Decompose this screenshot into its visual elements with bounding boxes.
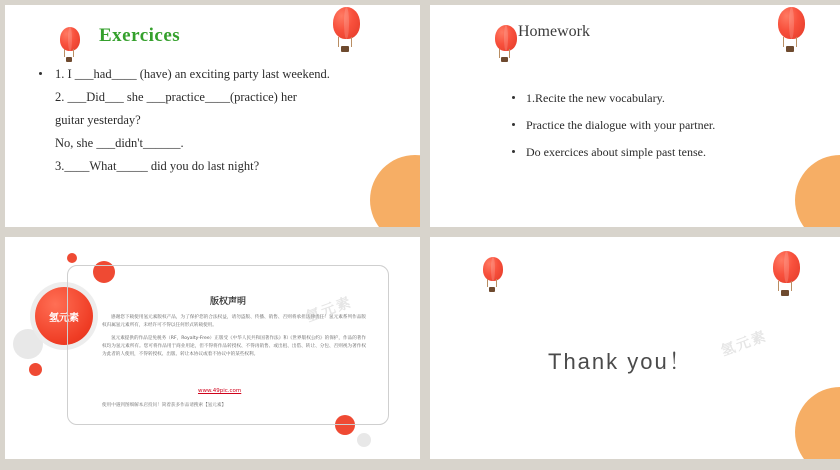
list-item <box>33 63 403 86</box>
watermark: 氢元素 <box>719 328 770 360</box>
slide-thank-you[interactable] <box>430 237 840 459</box>
slide-title: Exercices <box>99 25 181 46</box>
list-item-text: 2. ___Did___ she ___practice____(practice) her <box>55 90 297 104</box>
homework-list <box>512 85 822 166</box>
list-item-text: 1. I ___had____ (have) an exciting party last weekend. <box>55 67 330 81</box>
decorative-blob <box>795 387 840 459</box>
list-item <box>33 86 403 109</box>
panel-paragraph: 氢元素提供的作品是免税务（RF，Royalty-Free）正版受《中华人民共和国著作法》和《世界版权公约》的保护，作品的著作权均为氢元素所有。您可将作品用于商业用途，但不得将作品转授权、不得再销售、或出租、出借、转让、分包、否则视为著作权为此者的人使用，不得转授权、出版、转让本协议或着不协议中的某些权利。 <box>102 336 366 357</box>
panel-title: 版权声明 <box>209 297 246 307</box>
slide-copyright[interactable] <box>5 237 420 459</box>
bullet-dot <box>512 123 515 126</box>
decorative-dot <box>13 329 43 359</box>
thank-you-text: Thank you！ <box>548 349 693 374</box>
decorative-dot <box>67 253 77 263</box>
bullet-dot <box>512 150 515 153</box>
list-item-text: 3.____What_____ did you do last night? <box>55 159 260 173</box>
hot-air-balloon-icon <box>480 257 506 297</box>
slide-homework[interactable] <box>430 5 840 227</box>
hot-air-balloon-icon <box>330 7 364 59</box>
watermark: 氢元素 <box>304 294 355 326</box>
slide-title: Homework <box>518 23 590 40</box>
list-item <box>33 109 403 132</box>
list-item <box>512 112 822 139</box>
decorative-dot <box>29 363 42 376</box>
panel-footnote: 使用中遇到图细解本店投问！简着获多作品请搜索【氢元素】 <box>102 403 227 408</box>
bullet-dot <box>39 72 42 75</box>
website-link[interactable]: www.49pic.com <box>198 388 242 394</box>
hot-air-balloon-icon <box>770 251 804 303</box>
copyright-panel <box>67 265 389 425</box>
exercise-list <box>33 63 403 178</box>
slide-exercises[interactable] <box>5 5 420 227</box>
hot-air-balloon-icon <box>57 27 83 67</box>
list-item-text: Practice the dialogue with your partner. <box>526 118 716 132</box>
list-item <box>33 155 403 178</box>
brand-logo: 氢元素 <box>35 287 93 345</box>
list-item-text: Do exercices about simple past tense. <box>526 145 706 159</box>
list-item-text: guitar yesterday? <box>55 113 141 127</box>
hot-air-balloon-icon <box>492 25 520 67</box>
list-item <box>512 85 822 112</box>
panel-paragraph: 感谢您下载使用氢元素版权产品，为了保护您的合法权益，请勿盗版、传播、销售、否则将承担法律责任！氢元素系列作品版权归属氢元素所有，未经许可不得以任何形式转载使用。 <box>102 315 366 328</box>
list-item-text: No, she ___didn't______. <box>55 136 184 150</box>
list-item <box>512 139 822 166</box>
decorative-dot <box>357 433 371 447</box>
panel-body <box>102 314 366 364</box>
hot-air-balloon-icon <box>775 7 809 59</box>
bullet-dot <box>512 96 515 99</box>
list-item <box>33 132 403 155</box>
list-item-text: 1.Recite the new vocabulary. <box>526 91 665 105</box>
